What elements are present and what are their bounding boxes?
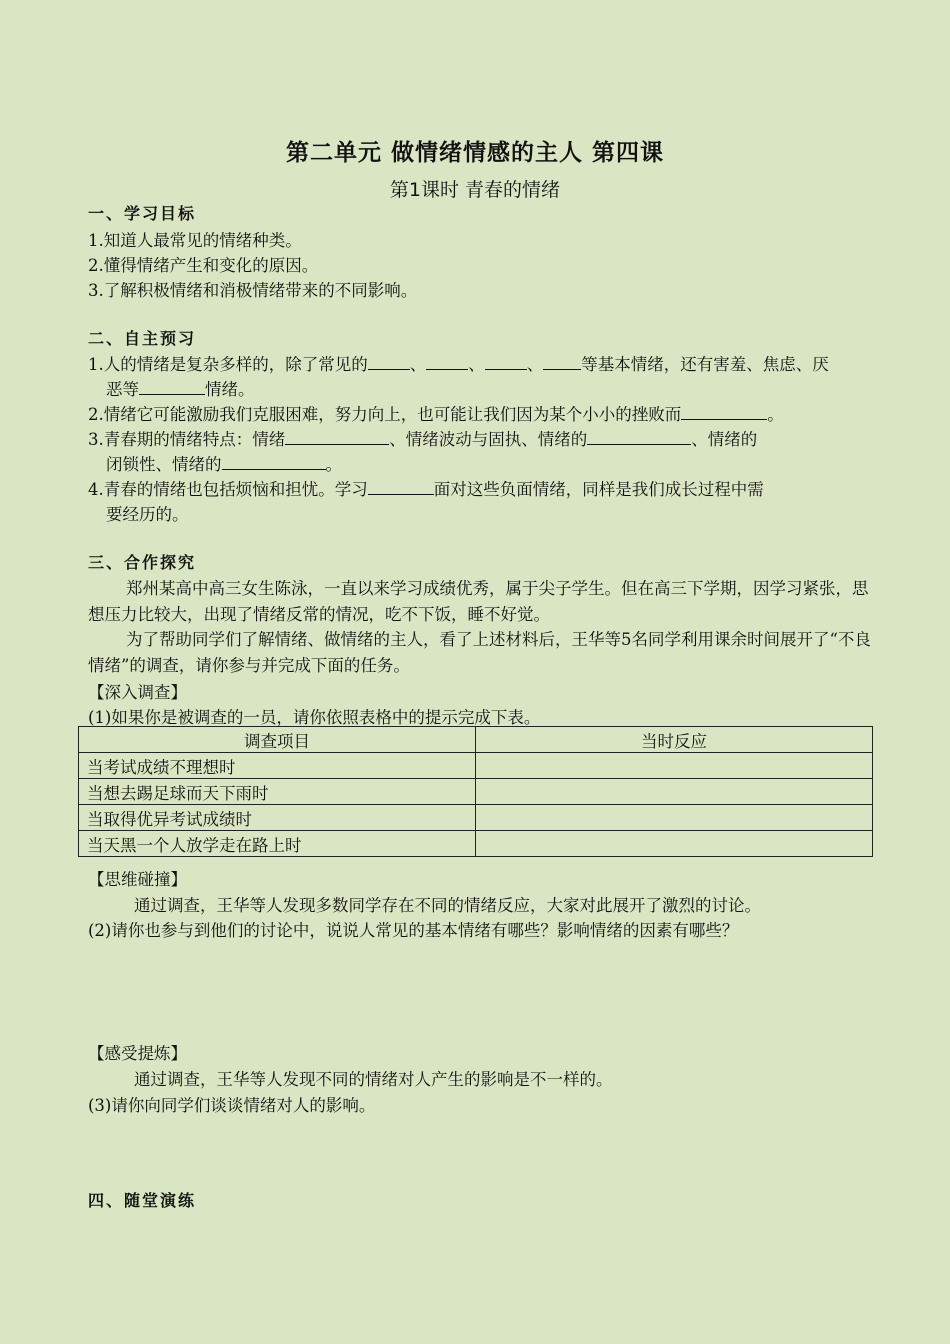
table-cell-response[interactable] (476, 805, 873, 831)
preview-question-2: 2.情绪它可能激励我们克服困难，努力向上，也可能让我们因为某个小小的挫败而 。 (88, 405, 784, 424)
table-row (79, 753, 873, 779)
fill-blank[interactable] (587, 428, 691, 445)
case-paragraph-2: 为了帮助同学们了解情绪、做情绪的主人，看了上述材料后，王华等5名同学利用课余时间展开了“不良情绪”的调查，请你参与并完成下面的任务。 (88, 630, 871, 675)
survey-table (78, 726, 873, 857)
table-row (79, 805, 873, 831)
fill-blank[interactable] (485, 353, 527, 370)
section-heading-goals: 一、学习目标 (88, 204, 197, 223)
fill-blank[interactable] (426, 353, 468, 370)
subsection-reflection: 【感受提炼】 (88, 1044, 187, 1063)
preview-question-3: 3.青春期的情绪特点：情绪 、情绪波动与固执、情绪的 、情绪的 (88, 430, 758, 449)
table-row (79, 831, 873, 857)
preview-question-1: 1.人的情绪是复杂多样的，除了常见的 、 、 、 等基本情绪，还有害羞、焦虑、厌 (88, 355, 829, 374)
table-cell-item: 当取得优异考试成绩时 (79, 805, 476, 831)
subsection-survey: 【深入调查】 (88, 683, 187, 702)
preview-question-3-cont: 闭锁性、情绪的 。 (106, 455, 342, 474)
table-header: 调查项目 (79, 727, 476, 753)
section-heading-explore: 三、合作探究 (88, 553, 197, 572)
section-heading-practice: 四、随堂演练 (88, 1191, 197, 1210)
preview-question-1-cont: 恶等 情绪。 (106, 380, 255, 399)
subsection-discussion: 【思维碰撞】 (88, 870, 187, 889)
table-cell-response[interactable] (476, 753, 873, 779)
fill-blank[interactable] (368, 478, 434, 495)
table-row (79, 779, 873, 805)
goal-item: 2.懂得情绪产生和变化的原因。 (88, 256, 319, 275)
section-heading-preview: 二、自主预习 (88, 329, 197, 348)
table-header: 当时反应 (476, 727, 873, 753)
table-cell-item: 当想去踢足球而天下雨时 (79, 779, 476, 805)
fill-blank[interactable] (139, 378, 205, 395)
fill-blank[interactable] (222, 453, 326, 470)
fill-blank[interactable] (285, 428, 389, 445)
table-cell-response[interactable] (476, 779, 873, 805)
fill-blank[interactable] (543, 353, 581, 370)
fill-blank[interactable] (368, 353, 410, 370)
table-cell-item: 当考试成绩不理想时 (79, 753, 476, 779)
goal-item: 3.了解积极情绪和消极情绪带来的不同影响。 (88, 281, 418, 300)
goal-item: 1.知道人最常见的情绪种类。 (88, 231, 302, 250)
survey-question: (1)如果你是被调查的一员，请你依照表格中的提示完成下表。 (88, 708, 541, 727)
table-cell-item: 当天黑一个人放学走在路上时 (79, 831, 476, 857)
preview-question-4: 4.青春的情绪也包括烦恼和担忧。学习 面对这些负面情绪，同样是我们成长过程中需 (88, 480, 764, 499)
discussion-paragraph: 通过调查，王华等人发现多数同学存在不同的情绪反应，大家对此展开了激烈的讨论。 (134, 896, 761, 915)
fill-blank[interactable] (681, 403, 767, 420)
reflection-paragraph: 通过调查，王华等人发现不同的情绪对人产生的影响是不一样的。 (134, 1070, 613, 1089)
discussion-question: (2)请你也参与到他们的讨论中，说说人常见的基本情绪有哪些？影响情绪的因素有哪些？ (88, 921, 739, 940)
page-title: 第二单元 做情绪情感的主人 第四课 (285, 140, 664, 166)
reflection-question: (3)请你向同学们谈谈情绪对人的影响。 (88, 1096, 376, 1115)
page-subtitle: 第1课时 青春的情绪 (389, 179, 561, 201)
table-cell-response[interactable] (476, 831, 873, 857)
case-paragraph: 郑州某高中高三女生陈泳，一直以来学习成绩优秀，属于尖子学生。但在高三下学期，因学习紧张，思想压力比较大，出现了情绪反常的情况，吃不下饭，睡不好觉。 (88, 579, 869, 624)
table-header-row (79, 727, 873, 753)
preview-question-4-cont: 要经历的。 (106, 505, 189, 524)
